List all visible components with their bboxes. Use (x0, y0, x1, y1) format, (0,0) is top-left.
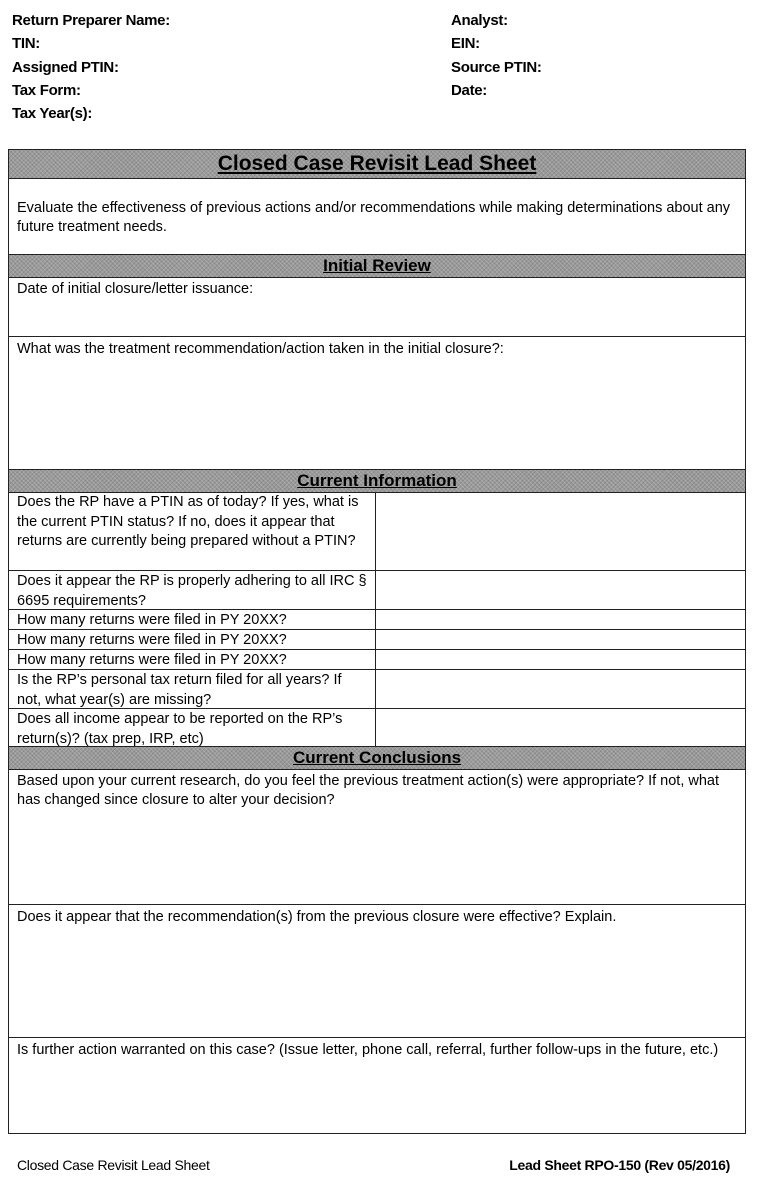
assigned-ptin-label: Assigned PTIN: (12, 59, 119, 76)
conclusion-effective-label: Does it appear that the recommendation(s) from the previous closure were effective? Explain. (17, 909, 617, 925)
lead-sheet-form (8, 149, 746, 1134)
footer-title: Closed Case Revisit Lead Sheet (17, 1157, 210, 1173)
conclusion-appropriate-field[interactable] (9, 770, 745, 904)
further-action-label: Is further action warranted on this case? (Issue letter, phone call, referral, further follow-ups in the future, etc.) (17, 1042, 719, 1058)
info-answer-field[interactable] (375, 650, 745, 669)
form-title-band (9, 150, 745, 179)
return-preparer-name-label: Return Preparer Name: (12, 12, 170, 29)
info-answer-field[interactable] (375, 630, 745, 649)
initial-treatment-label: What was the treatment recommendation/action taken in the initial closure?: (17, 341, 504, 357)
info-question: Does all income appear to be reported on the RP’s return(s)? (tax prep, IRP, etc) (17, 711, 343, 747)
tin-label: TIN: (12, 35, 40, 52)
info-question: Is the RP’s personal tax return filed for all years? If not, what year(s) are missing? (17, 672, 342, 708)
info-row-ptin (9, 492, 745, 571)
initial-closure-date-label: Date of initial closure/letter issuance: (17, 281, 254, 297)
info-row-personal-return (9, 669, 745, 709)
current-conclusions-heading: Current Conclusions (292, 748, 462, 767)
info-answer-field[interactable] (375, 709, 745, 746)
source-ptin-label: Source PTIN: (451, 59, 542, 76)
info-question: How many returns were filed in PY 20XX? (17, 632, 287, 648)
further-action-field[interactable] (9, 1039, 745, 1133)
divider (9, 904, 745, 905)
initial-review-heading-band (9, 254, 745, 278)
info-question: How many returns were filed in PY 20XX? (17, 652, 287, 668)
footer-form-number: Lead Sheet RPO-150 (Rev 05/2016) (509, 1157, 730, 1173)
ein-label: EIN: (451, 35, 480, 52)
info-answer-field[interactable] (375, 571, 745, 610)
info-question: Does it appear the RP is properly adhering to all IRC § 6695 requirements? (17, 573, 367, 609)
info-answer-field[interactable] (375, 492, 745, 571)
initial-review-heading: Initial Review (323, 256, 431, 275)
tax-years-label: Tax Year(s): (12, 105, 93, 122)
initial-treatment-field[interactable] (9, 338, 745, 468)
info-answer-field[interactable] (375, 670, 745, 709)
info-row-returns-filed (9, 629, 745, 649)
initial-closure-date-field[interactable] (9, 278, 745, 336)
info-row-returns-filed (9, 649, 745, 669)
tax-form-label: Tax Form: (12, 82, 81, 99)
info-row-returns-filed (9, 609, 745, 629)
analyst-label: Analyst: (451, 12, 508, 29)
form-title: Closed Case Revisit Lead Sheet (217, 152, 537, 175)
current-conclusions-heading-band (9, 746, 745, 770)
info-answer-field[interactable] (375, 610, 745, 629)
current-information-heading: Current Information (297, 471, 457, 490)
divider (9, 1037, 745, 1038)
info-row-6695 (9, 570, 745, 610)
info-row-income-reported (9, 708, 745, 746)
conclusion-effective-field[interactable] (9, 906, 745, 1036)
info-question: Does the RP have a PTIN as of today? If yes, what is the current PTIN status? If no, does it appear that returns are currently being prepared without a PTIN? (17, 494, 359, 549)
intro-text: Evaluate the effectiveness of previous actions and/or recommendations while making determinations about any future treatment needs. (17, 200, 731, 235)
current-information-heading-band (9, 469, 745, 493)
conclusion-appropriate-label: Based upon your current research, do you feel the previous treatment action(s) were appropriate? If not, what has changed since closure to alter your decision? (17, 773, 720, 808)
divider (9, 336, 745, 337)
date-label: Date: (451, 82, 488, 99)
info-question: How many returns were filed in PY 20XX? (17, 612, 287, 628)
